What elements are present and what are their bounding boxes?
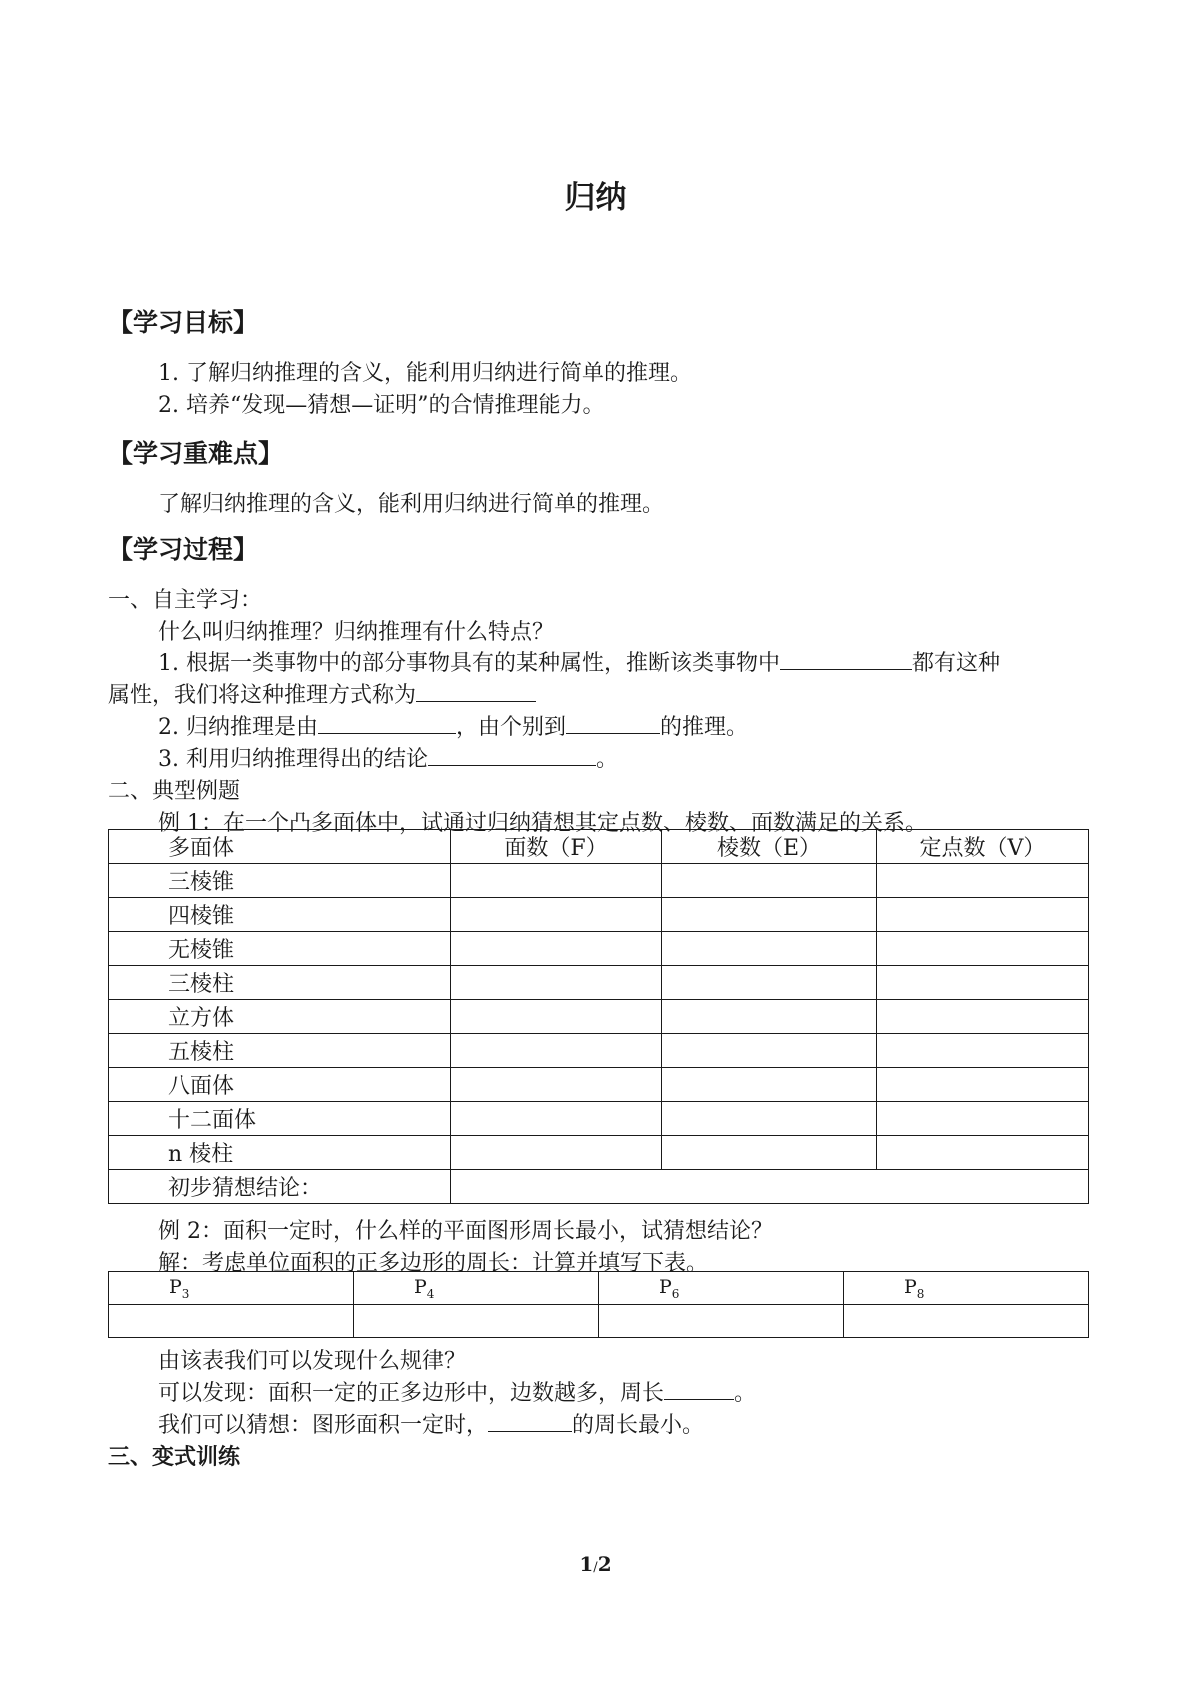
table-row	[109, 932, 1089, 966]
page-current: 1	[579, 1552, 594, 1576]
question-2-text-b: ，由个别到	[455, 715, 566, 740]
example-1: 例 1：在一个凸多面体中，试通过归纳猜想其定点数、棱数、面数满足的关系。	[158, 811, 927, 836]
cell-vertices[interactable]	[877, 864, 1089, 898]
cell-faces[interactable]	[451, 1136, 662, 1170]
cell-p6[interactable]	[599, 1305, 844, 1338]
cell-edges[interactable]	[662, 1068, 877, 1102]
table-header-row	[109, 1272, 1089, 1305]
table-header-row	[109, 830, 1089, 864]
row-label: 立方体	[109, 1000, 451, 1034]
cell-vertices[interactable]	[877, 1068, 1089, 1102]
header-p4: $P_4$	[354, 1272, 599, 1305]
cell-edges[interactable]	[662, 864, 877, 898]
header-p3: $P_3$	[109, 1272, 354, 1305]
row-label: 八面体	[109, 1068, 451, 1102]
section3-title: 三、变式训练	[108, 1445, 241, 1470]
after-table-2	[158, 1376, 756, 1407]
cell-faces[interactable]	[451, 966, 662, 1000]
cell-vertices[interactable]	[877, 898, 1089, 932]
page-separator: /	[593, 1560, 598, 1575]
cell-faces[interactable]	[451, 1068, 662, 1102]
question-1-text-b: 都有这种	[912, 651, 1001, 676]
table-row	[109, 1068, 1089, 1102]
cell-faces[interactable]	[451, 898, 662, 932]
table-row	[109, 1136, 1089, 1170]
keypoints-heading: 【学习重难点】	[108, 439, 284, 468]
answer-blank-4[interactable]	[566, 711, 660, 734]
polyhedron-table	[108, 829, 1089, 1204]
after-table-3-text-b: 的周长最小。	[572, 1413, 705, 1438]
table-row	[109, 966, 1089, 1000]
conclusion-label: 初步猜想结论：	[109, 1170, 451, 1204]
goal-item-2: 2. 培养“发现—猜想—证明”的合情推理能力。	[158, 393, 605, 418]
section1-title: 一、自主学习：	[108, 588, 263, 613]
goals-heading: 【学习目标】	[108, 308, 259, 337]
section1-question: 什么叫归纳推理？归纳推理有什么特点？	[158, 620, 555, 645]
row-label: 无棱锥	[109, 932, 451, 966]
answer-blank-2[interactable]	[416, 679, 536, 702]
cell-faces[interactable]	[451, 864, 662, 898]
after-table-3	[158, 1408, 704, 1439]
cell-edges[interactable]	[662, 898, 877, 932]
cell-vertices[interactable]	[877, 1034, 1089, 1068]
header-edges: 棱数（E）	[662, 830, 877, 864]
cell-vertices[interactable]	[877, 932, 1089, 966]
row-label: 四棱锥	[109, 898, 451, 932]
process-heading: 【学习过程】	[108, 535, 259, 564]
cell-vertices[interactable]	[877, 1136, 1089, 1170]
question-3	[158, 742, 618, 773]
conclusion-cell[interactable]	[451, 1170, 1089, 1204]
table-row	[109, 1305, 1089, 1338]
cell-p4[interactable]	[354, 1305, 599, 1338]
after-table-2-text-a: 可以发现：面积一定的正多边形中，边数越多，周长	[158, 1381, 665, 1406]
cell-edges[interactable]	[662, 966, 877, 1000]
header-p6: $P_6$	[599, 1272, 844, 1305]
cell-faces[interactable]	[451, 1034, 662, 1068]
page-title: 归纳	[564, 180, 627, 216]
question-3-text-b: 。	[595, 747, 618, 772]
cell-vertices[interactable]	[877, 1000, 1089, 1034]
question-1-line1	[158, 646, 1000, 677]
cell-vertices[interactable]	[877, 966, 1089, 1000]
row-label: 三棱柱	[109, 966, 451, 1000]
cell-edges[interactable]	[662, 932, 877, 966]
cell-p8[interactable]	[844, 1305, 1089, 1338]
solution-text: 解：考虑单位面积的正多边形的周长：计算并填写下表。	[158, 1251, 709, 1276]
table-row	[109, 1034, 1089, 1068]
cell-vertices[interactable]	[877, 1102, 1089, 1136]
table-row	[109, 1102, 1089, 1136]
answer-blank-3[interactable]	[318, 711, 456, 734]
question-2	[158, 710, 748, 741]
page-total: 2	[597, 1552, 612, 1576]
cell-edges[interactable]	[662, 1034, 877, 1068]
answer-blank-6[interactable]	[664, 1377, 734, 1400]
keypoints-text: 了解归纳推理的含义，能利用归纳进行简单的推理。	[158, 492, 665, 517]
after-table-3-text-a: 我们可以猜想：图形面积一定时，	[158, 1413, 489, 1438]
question-1-text-c: 属性，我们将这种推理方式称为	[108, 683, 417, 708]
cell-edges[interactable]	[662, 1102, 877, 1136]
after-table-2-text-b: 。	[734, 1381, 757, 1406]
header-polyhedron: 多面体	[109, 830, 451, 864]
cell-faces[interactable]	[451, 1102, 662, 1136]
example-2: 例 2：面积一定时，什么样的平面图形周长最小，试猜想结论？	[158, 1219, 773, 1244]
cell-edges[interactable]	[662, 1136, 877, 1170]
cell-faces[interactable]	[451, 1000, 662, 1034]
perimeter-table	[108, 1271, 1089, 1338]
section2-title: 二、典型例题	[108, 779, 241, 804]
table-row	[109, 898, 1089, 932]
cell-edges[interactable]	[662, 1000, 877, 1034]
table-row	[109, 1000, 1089, 1034]
after-table-1: 由该表我们可以发现什么规律？	[158, 1349, 467, 1374]
row-label: 三棱锥	[109, 864, 451, 898]
question-1-line2	[108, 678, 536, 709]
cell-faces[interactable]	[451, 932, 662, 966]
header-faces: 面数（F）	[451, 830, 662, 864]
question-2-text-a: 2. 归纳推理是由	[158, 715, 318, 740]
answer-blank-7[interactable]	[488, 1409, 572, 1432]
question-2-text-c: 的推理。	[660, 715, 749, 740]
goal-item-1: 1. 了解归纳推理的含义，能利用归纳进行简单的推理。	[158, 361, 692, 386]
header-p8: $P_8$	[844, 1272, 1089, 1305]
answer-blank-1[interactable]	[780, 647, 912, 670]
answer-blank-5[interactable]	[428, 743, 596, 766]
question-3-text-a: 3. 利用归纳推理得出的结论	[158, 747, 428, 772]
table-row	[109, 864, 1089, 898]
question-1-text-a: 1. 根据一类事物中的部分事物具有的某种属性，推断该类事物中	[158, 651, 780, 676]
row-label: 五棱柱	[109, 1034, 451, 1068]
header-vertices: 定点数（V）	[877, 830, 1089, 864]
page-number	[0, 1552, 1191, 1576]
conclusion-row	[109, 1170, 1089, 1204]
cell-p3[interactable]	[109, 1305, 354, 1338]
row-label: 十二面体	[109, 1102, 451, 1136]
row-label: n 棱柱	[109, 1136, 451, 1170]
